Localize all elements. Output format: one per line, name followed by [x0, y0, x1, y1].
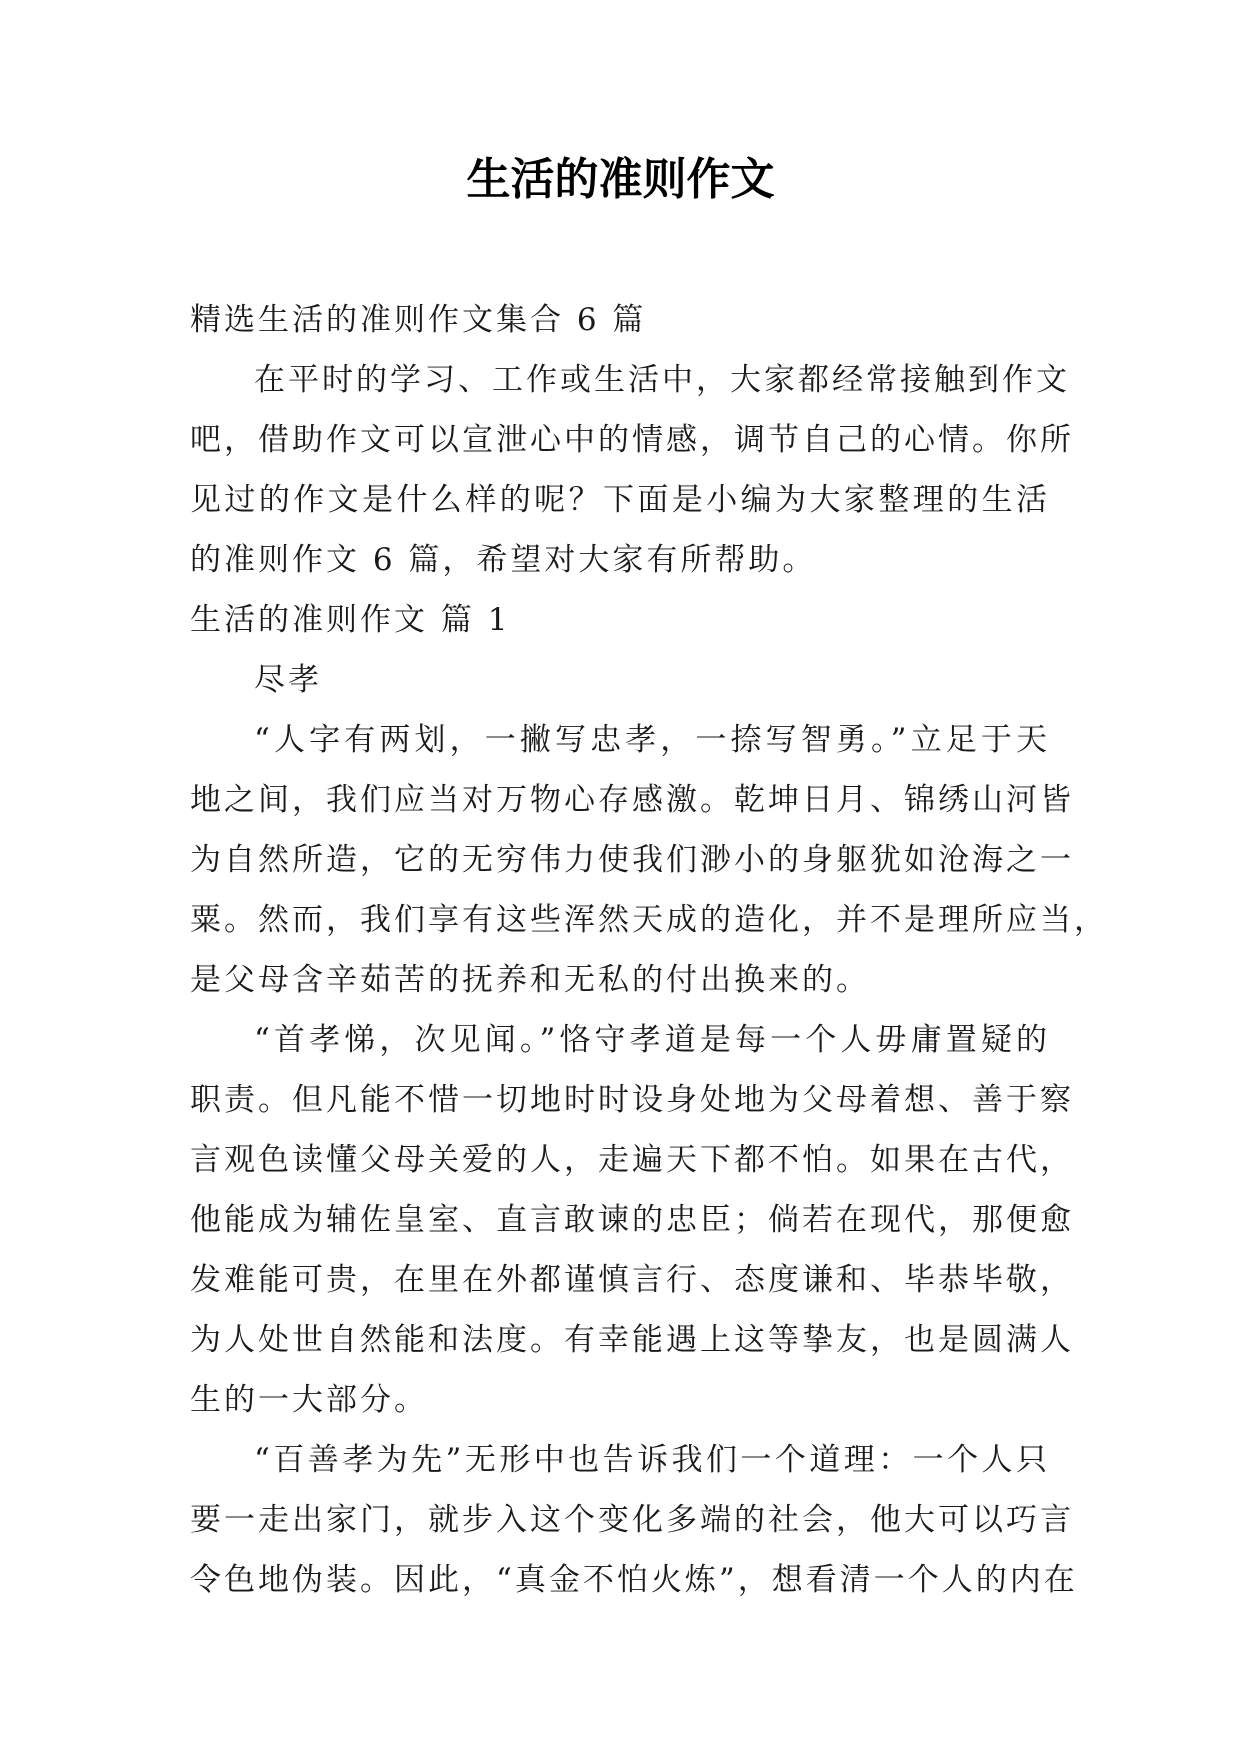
paragraph-line: 是父母含辛茹苦的抚养和无私的付出换来的。: [190, 962, 870, 998]
subtitle-line: 精选生活的准则作文集合 6 篇: [190, 302, 647, 338]
document-title: 生活的准则作文: [466, 154, 775, 205]
paragraph-line: 他能成为辅佐皇室、直言敢谏的忠臣；倘若在现代，那便愈: [190, 1202, 1074, 1238]
paragraph-line: 发难能可贵，在里在外都谨慎言行、态度谦和、毕恭毕敬，: [190, 1262, 1074, 1298]
paragraph-line: 在平时的学习、工作或生活中，大家都经常接触到作文: [254, 362, 1070, 398]
paragraph-line: “人字有两划，一撇写忠孝，一捺写智勇。”立足于天: [254, 722, 1050, 758]
paragraph-line: 要一走出家门，就步入这个变化多端的社会，他大可以巧言: [190, 1502, 1074, 1538]
paragraph-line: 为人处世自然能和法度。有幸能遇上这等挚友，也是圆满人: [190, 1322, 1074, 1358]
paragraph-line: 为自然所造，它的无穷伟力使我们渺小的身躯犹如沧海之一: [190, 842, 1074, 878]
paragraph-line: 令色地伪装。因此，“真金不怕火炼”，想看清一个人的内在: [190, 1562, 1078, 1598]
paragraph-line: 吧，借助作文可以宣泄心中的情感，调节自己的心情。你所: [190, 422, 1074, 458]
document-body: [190, 290, 1108, 1610]
paragraph-line: “百善孝为先”无形中也告诉我们一个道理：一个人只: [254, 1442, 1050, 1478]
paragraph-line: 粟。然而，我们享有这些浑然天成的造化，并不是理所应当，: [190, 902, 1108, 938]
essay-title: 尽孝: [254, 662, 322, 698]
paragraph-line: 的准则作文 6 篇，希望对大家有所帮助。: [190, 542, 817, 578]
paragraph-line: 职责。但凡能不惜一切地时时设身处地为父母着想、善于察: [190, 1082, 1074, 1118]
paragraph-line: 地之间，我们应当对万物心存感激。乾坤日月、锦绣山河皆: [190, 782, 1074, 818]
paragraph-line: 生的一大部分。: [190, 1382, 428, 1418]
paragraph-line: 言观色读懂父母关爱的人，走遍天下都不怕。如果在古代，: [190, 1142, 1074, 1178]
paragraph-line: 见过的作文是什么样的呢？下面是小编为大家整理的生活: [190, 482, 1050, 518]
section-heading: 生活的准则作文 篇 1: [190, 602, 511, 638]
paragraph-line: “首孝悌，次见闻。”恪守孝道是每一个人毋庸置疑的: [254, 1022, 1050, 1058]
